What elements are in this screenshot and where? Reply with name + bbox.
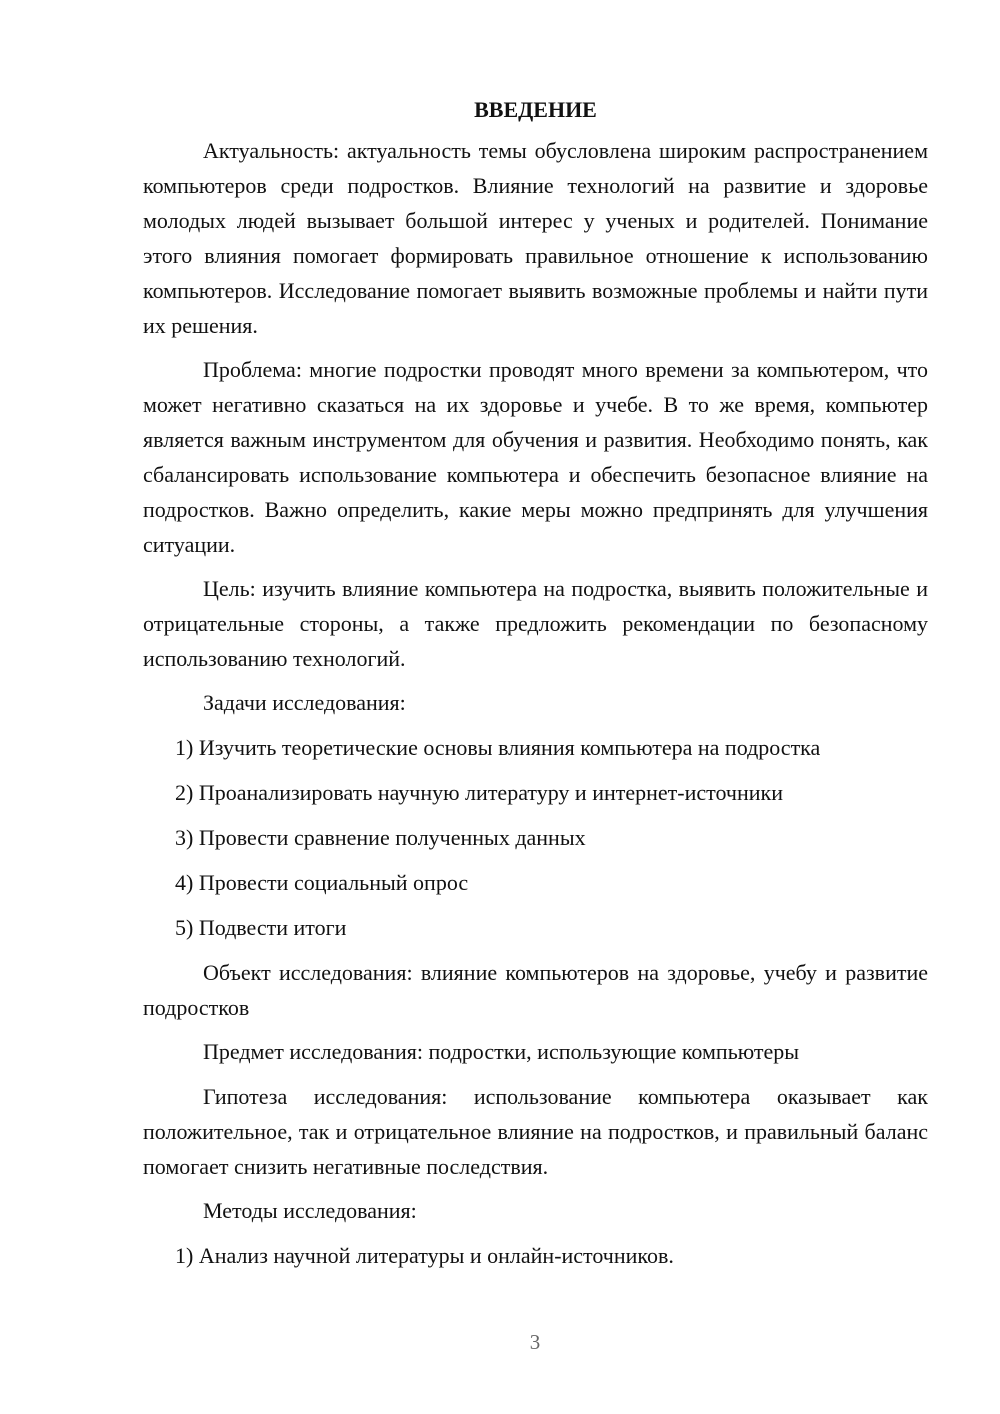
task-item: 2) Проанализировать научную литературу и интернет-источники xyxy=(175,780,783,805)
tasks-heading: Задачи исследования: xyxy=(203,690,406,715)
relevance-paragraph: Актуальность: актуальность темы обусловлена широким распространением компьютеров среди подростков. Влияние технологий на развитие и здоровье молодых людей вызывает большой интерес у ученых и родителей. Понимание этого влияния помогает формировать правильное отношение к использованию компьютеров. Исследование помогает выявить возможные проблемы и найти пути их решения. xyxy=(143,138,928,338)
task-item: 5) Подвести итоги xyxy=(175,915,347,940)
problem-paragraph: Проблема: многие подростки проводят много времени за компьютером, что может негативно сказаться на их здоровье и учебе. В то же время, компьютер является важным инструментом для обучения и развития. Необходимо понять, как сбалансировать использование компьютера и обеспечить безопасное влияние на подростков. Важно определить, какие меры можно предпринять для улучшения ситуации. xyxy=(143,357,928,557)
hypothesis-paragraph: Гипотеза исследования: использование компьютера оказывает как положительное, так и отрицательное влияние на подростков, и правильный баланс помогает снизить негативные последствия. xyxy=(143,1084,928,1179)
task-item: 3) Провести сравнение полученных данных xyxy=(175,825,586,850)
page-number: 3 xyxy=(529,1330,541,1354)
task-item: 4) Провести социальный опрос xyxy=(175,870,469,895)
section-title: ВВЕДЕНИЕ xyxy=(474,97,597,122)
methods-heading: Методы исследования: xyxy=(203,1198,417,1223)
document-page xyxy=(143,92,928,1283)
goal-paragraph: Цель: изучить влияние компьютера на подростка, выявить положительные и отрицательные стороны, а также предложить рекомендации по безопасному использованию технологий. xyxy=(143,576,928,671)
method-item: 1) Анализ научной литературы и онлайн-источников. xyxy=(175,1243,674,1268)
subject-paragraph: Предмет исследования: подростки, использующие компьютеры xyxy=(203,1039,800,1064)
task-item: 1) Изучить теоретические основы влияния компьютера на подростка xyxy=(175,735,821,760)
object-paragraph: Объект исследования: влияние компьютеров на здоровье, учебу и развитие подростков xyxy=(143,960,928,1020)
